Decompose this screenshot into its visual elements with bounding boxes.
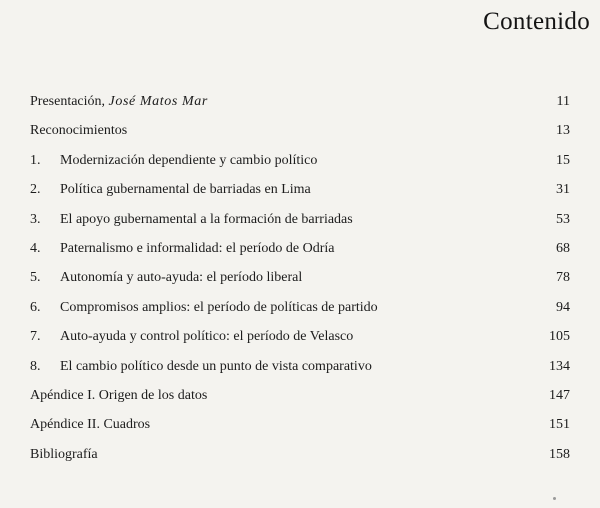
toc-entry-number: 4. [30, 240, 41, 256]
toc-entry-label: Apéndice I. Origen de los datos [30, 387, 208, 403]
toc-entry-page: 53 [556, 211, 570, 227]
toc-entry-bibliografia [30, 440, 570, 469]
toc-entry-presentacion [30, 87, 570, 116]
toc-entry-label: Paternalismo e informalidad: el período de Odría [60, 240, 335, 256]
toc-entry-label: El apoyo gubernamental a la formación de barriadas [60, 211, 353, 227]
toc-entry-page: 147 [549, 387, 570, 403]
toc-entry-label: Política gubernamental de barriadas en Lima [60, 182, 311, 198]
toc-entry-label: Auto-ayuda y control político: el período de Velasco [60, 329, 354, 345]
toc-entry-number: 3. [30, 211, 41, 227]
toc-entry-number: 2. [30, 182, 41, 198]
toc-entry-reconocimientos [30, 116, 570, 145]
toc-entry-chapter-6 [30, 293, 570, 322]
toc-entry-label: El cambio político desde un punto de vista comparativo [60, 358, 372, 374]
toc-entry-page: 31 [556, 182, 570, 198]
toc-entry-page: 151 [549, 417, 570, 433]
toc-entry-number: 1. [30, 152, 41, 168]
toc-entry-number: 8. [30, 358, 41, 374]
toc-entry-label: Reconocimientos [30, 123, 128, 139]
toc-entry-page: 158 [549, 446, 570, 462]
toc-entry-chapter-1 [30, 146, 570, 175]
scan-speck [553, 497, 556, 500]
toc-entry-label: Modernización dependiente y cambio político [60, 152, 318, 168]
toc-entry-label: Bibliografía [30, 446, 98, 462]
toc-entry-page: 94 [556, 299, 570, 315]
toc-entry-author: José Matos Mar [108, 94, 208, 109]
toc-entry-page: 68 [556, 240, 570, 256]
toc-entry-page: 13 [556, 123, 570, 139]
toc-entry-page: 78 [556, 270, 570, 286]
toc-entry-number: 5. [30, 270, 41, 286]
toc-entry-chapter-2 [30, 175, 570, 204]
toc-entry-number: 6. [30, 299, 41, 315]
toc-entry-chapter-5 [30, 263, 570, 292]
toc-entry-apendice-2 [30, 410, 570, 439]
toc-entry-chapter-3 [30, 205, 570, 234]
toc-entry-label: Compromisos amplios: el período de políticas de partido [60, 299, 378, 315]
toc-entry-page: 105 [549, 329, 570, 345]
page-title: Contenido [483, 8, 590, 35]
toc-entry-chapter-7 [30, 322, 570, 351]
toc-entry-chapter-8 [30, 352, 570, 381]
toc-entry-page: 15 [556, 152, 570, 168]
toc-entry-label: Autonomía y auto-ayuda: el período liberal [60, 270, 303, 286]
toc-entry-label: Apéndice II. Cuadros [30, 417, 151, 433]
toc-entry-number: 7. [30, 329, 41, 345]
toc-entry-apendice-1 [30, 381, 570, 410]
toc-entry-label [30, 94, 208, 109]
toc-entry-chapter-4 [30, 234, 570, 263]
table-of-contents [30, 87, 570, 469]
toc-entry-title: Presentación, [30, 94, 106, 109]
toc-entry-page: 11 [556, 94, 570, 109]
toc-entry-page: 134 [549, 358, 570, 374]
